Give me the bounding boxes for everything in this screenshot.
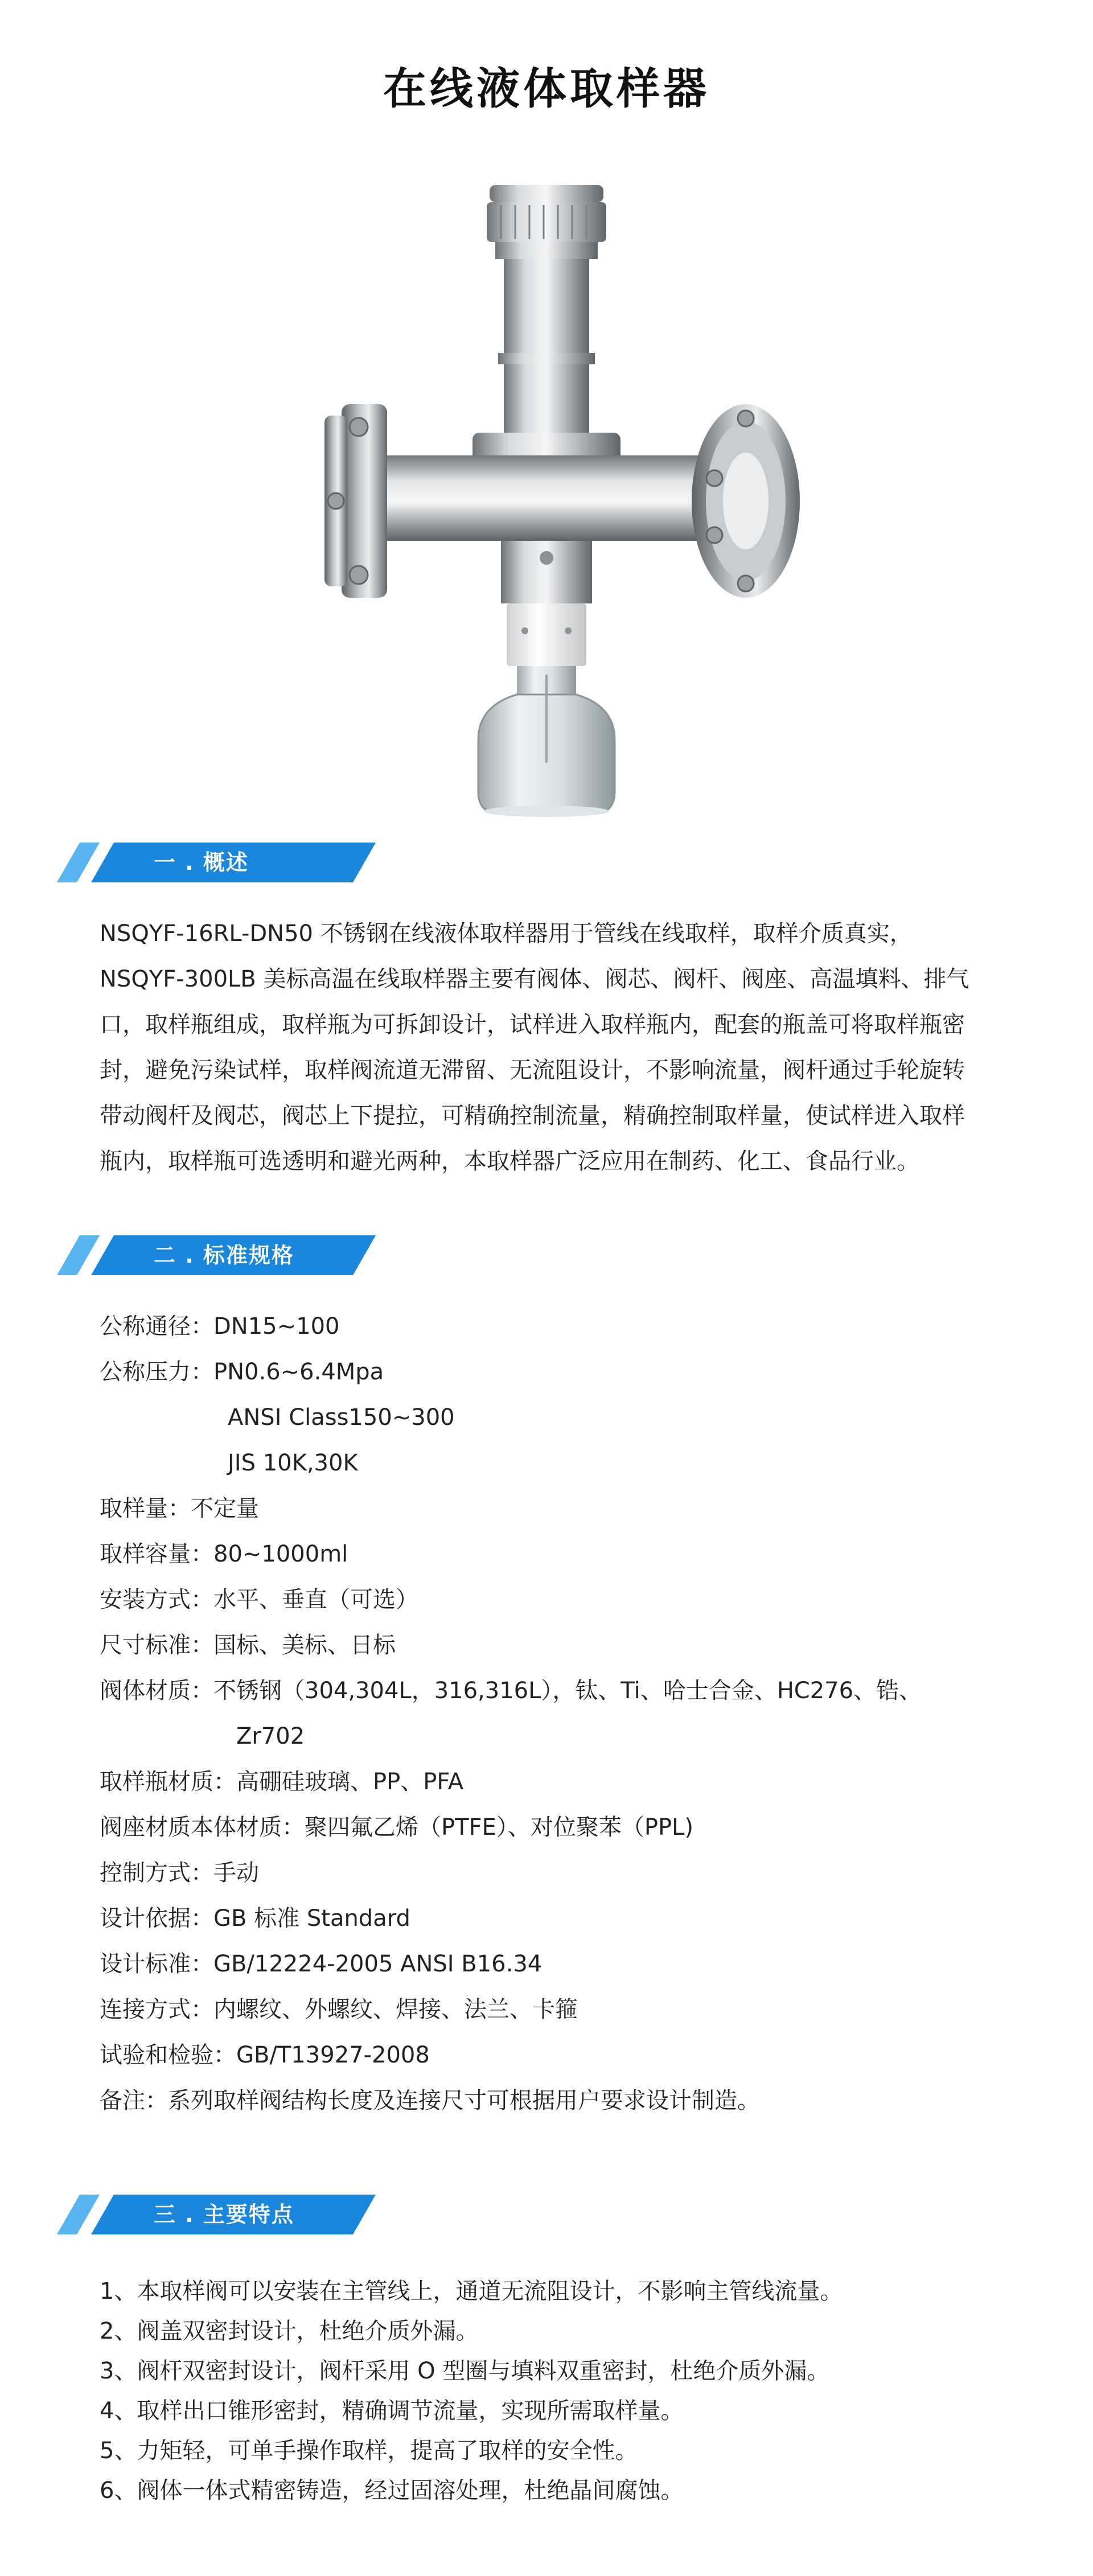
overview-line: 封，避免污染试样，取样阀流道无滞留、无流阻设计，不影响流量，阀杆通过手轮旋转 xyxy=(100,1057,965,1083)
spec-item: ANSI Class150~300 xyxy=(228,1404,455,1431)
spec-item: 阀体材质：不锈钢（304,304L，316,316L），钛、Ti、哈士合金、HC276、锆、 xyxy=(100,1678,922,1704)
feature-item: 5、力矩轻，可单手操作取样，提高了取样的安全性。 xyxy=(100,2438,638,2464)
spec-item: 取样瓶材质：高硼硅玻璃、PP、PFA xyxy=(100,1769,464,1795)
overview-paragraph xyxy=(100,911,1067,1184)
section-header-specs xyxy=(57,1235,376,1275)
spec-item: 控制方式：手动 xyxy=(100,1860,259,1886)
sampler-valve-illustration-icon xyxy=(290,159,803,820)
overview-line: NSQYF-300LB 美标高温在线取样器主要有阀体、阀芯、阀杆、阀座、高温填料、排气 xyxy=(100,966,969,992)
overview-line: NSQYF-16RL-DN50 不锈钢在线液体取样器用于管线在线取样，取样介质真实， xyxy=(100,921,913,947)
spec-item: 试验和检验：GB/T13927-2008 xyxy=(100,2042,430,2068)
spec-item: 尺寸标准：国标、美标、日标 xyxy=(100,1632,396,1658)
feature-item: 4、取样出口锥形密封，精确调节流量，实现所需取样量。 xyxy=(100,2398,684,2424)
spec-item: 公称压力：PN0.6~6.4Mpa xyxy=(100,1359,384,1385)
overview-line: 瓶内，取样瓶可选透明和避光两种，本取样器广泛应用在制药、化工、食品行业。 xyxy=(100,1148,919,1174)
spec-item: 取样量：不定量 xyxy=(100,1496,259,1522)
page-title: 在线液体取样器 xyxy=(383,63,710,114)
feature-item: 3、阀杆双密封设计，阀杆采用 O 型圈与填料双重密封，杜绝介质外漏。 xyxy=(100,2358,830,2384)
section-header-features xyxy=(57,2195,376,2234)
section-title-features: 三 . 主要特点 xyxy=(154,2202,294,2227)
overview-line: 口，取样瓶组成，取样瓶为可拆卸设计，试样进入取样瓶内，配套的瓶盖可将取样瓶密 xyxy=(100,1012,965,1038)
spec-item: JIS 10K,30K xyxy=(228,1450,358,1476)
spec-item: 设计依据：GB 标准 Standard xyxy=(100,1905,410,1932)
spec-item: Zr702 xyxy=(236,1723,305,1749)
spec-item: 公称通径：DN15~100 xyxy=(100,1313,340,1340)
spec-item: 安装方式：水平、垂直（可选） xyxy=(100,1587,418,1613)
overview-line: 带动阀杆及阀芯，阀芯上下提拉，可精确控制流量，精确控制取样量，使试样进入取样 xyxy=(100,1103,965,1129)
section-header-overview xyxy=(57,843,376,882)
spec-item: 连接方式：内螺纹、外螺纹、焊接、法兰、卡箍 xyxy=(100,1996,578,2023)
feature-item: 2、阀盖双密封设计，杜绝介质外漏。 xyxy=(100,2318,479,2344)
spec-item: 设计标准：GB/12224-2005 ANSI B16.34 xyxy=(100,1951,543,1977)
feature-item: 1、本取样阀可以安装在主管线上，通道无流阻设计，不影响主管线流量。 xyxy=(100,2278,843,2304)
section-title-overview: 一 . 概述 xyxy=(154,850,249,875)
section-title-specs: 二 . 标准规格 xyxy=(154,1243,294,1268)
feature-item: 6、阀体一体式精密铸造，经过固溶处理，杜绝晶间腐蚀。 xyxy=(100,2478,684,2504)
spec-item: 备注：系列取样阀结构长度及连接尺寸可根据用户要求设计制造。 xyxy=(100,2088,760,2114)
spec-item: 阀座材质本体材质：聚四氟乙烯（PTFE）、对位聚苯（PPL) xyxy=(100,1814,693,1840)
spec-item: 取样容量：80~1000ml xyxy=(100,1541,348,1567)
